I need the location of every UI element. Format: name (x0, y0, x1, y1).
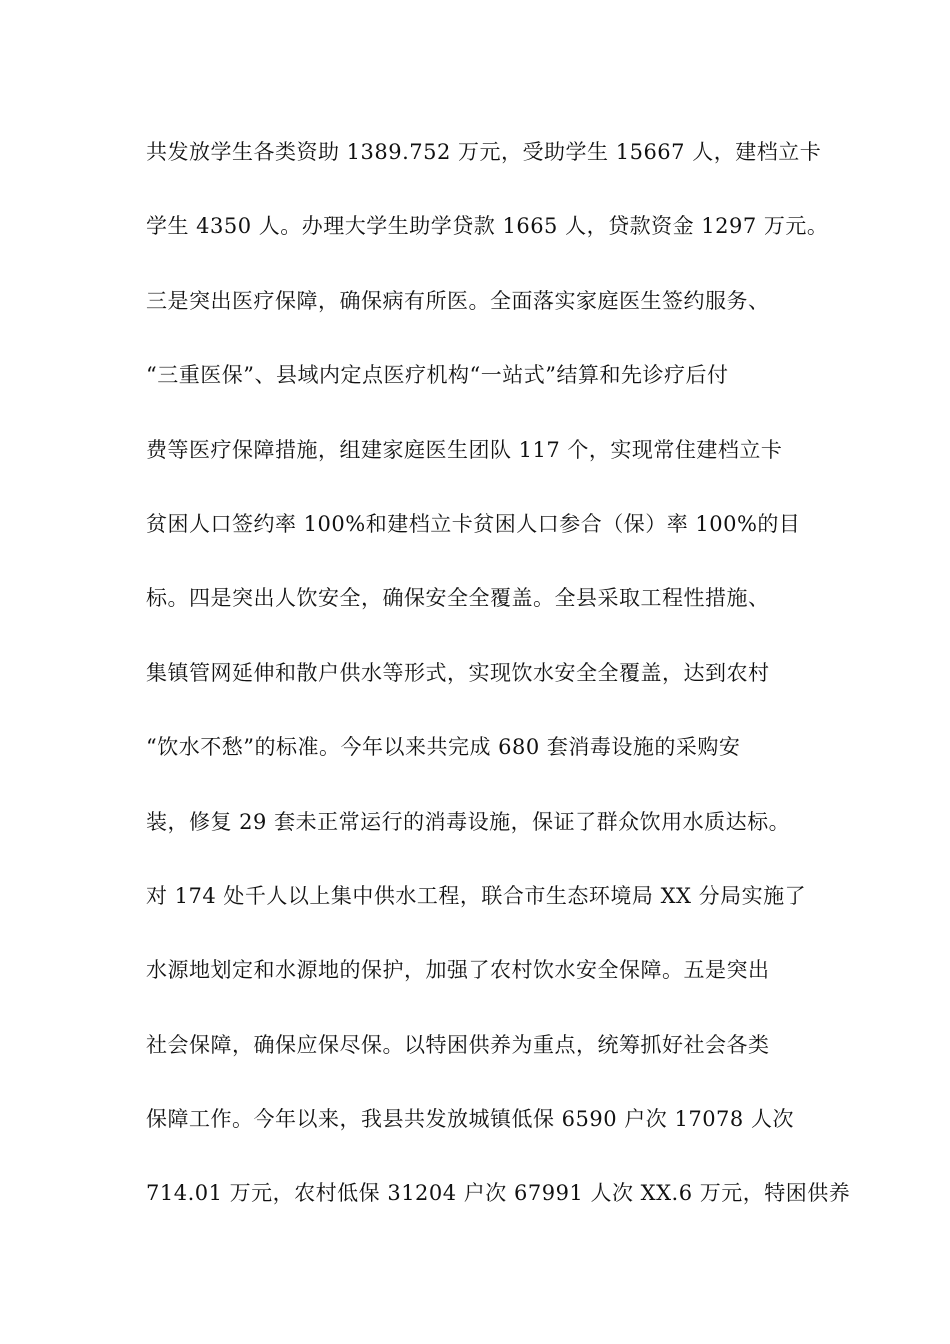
text-line: 费等医疗保障措施，组建家庭医生团队 117 个，实现常住建档立卡 (146, 437, 783, 462)
text-line: 对 174 处千人以上集中供水工程，联合市生态环境局 XX 分局实施了 (146, 883, 807, 908)
text-line: 装，修复 29 套未正常运行的消毒设施，保证了群众饮用水质达标。 (146, 809, 791, 834)
text-line: 三是突出医疗保障，确保病有所医。全面落实家庭医生签约服务、 (146, 288, 770, 313)
text-line: 水源地划定和水源地的保护，加强了农村饮水安全保障。五是突出 (146, 958, 770, 983)
text-line: 共发放学生各类资助 1389.752 万元，受助学生 15667 人，建档立卡 (146, 140, 822, 164)
text-line: 714.01 万元，农村低保 31204 户次 67991 人次 XX.6 万元，特困供养 (146, 1181, 851, 1206)
text-line: 学生 4350 人。办理大学生助学贷款 1665 人，贷款资金 1297 万元。 (146, 214, 829, 239)
text-line: 社会保障，确保应保尽保。以特困供养为重点，统筹抓好社会各类 (146, 1032, 770, 1057)
text-line: 保障工作。今年以来，我县共发放城镇低保 6590 户次 17078 人次 (146, 1107, 794, 1132)
body-text (146, 128, 851, 1244)
text-line: 集镇管网延伸和散户供水等形式，实现饮水安全全覆盖，达到农村 (146, 660, 770, 685)
text-line: “饮水不愁”的标准。今年以来共完成 680 套消毒设施的采购安 (146, 735, 741, 760)
text-line: 贫困人口签约率 100%和建档立卡贫困人口参合（保）率 100%的目 (146, 511, 801, 536)
text-line: “三重医保”、县域内定点医疗机构“一站式”结算和先诊疗后付 (146, 363, 729, 388)
text-line: 标。四是突出人饮安全，确保安全全覆盖。全县采取工程性措施、 (146, 586, 770, 611)
